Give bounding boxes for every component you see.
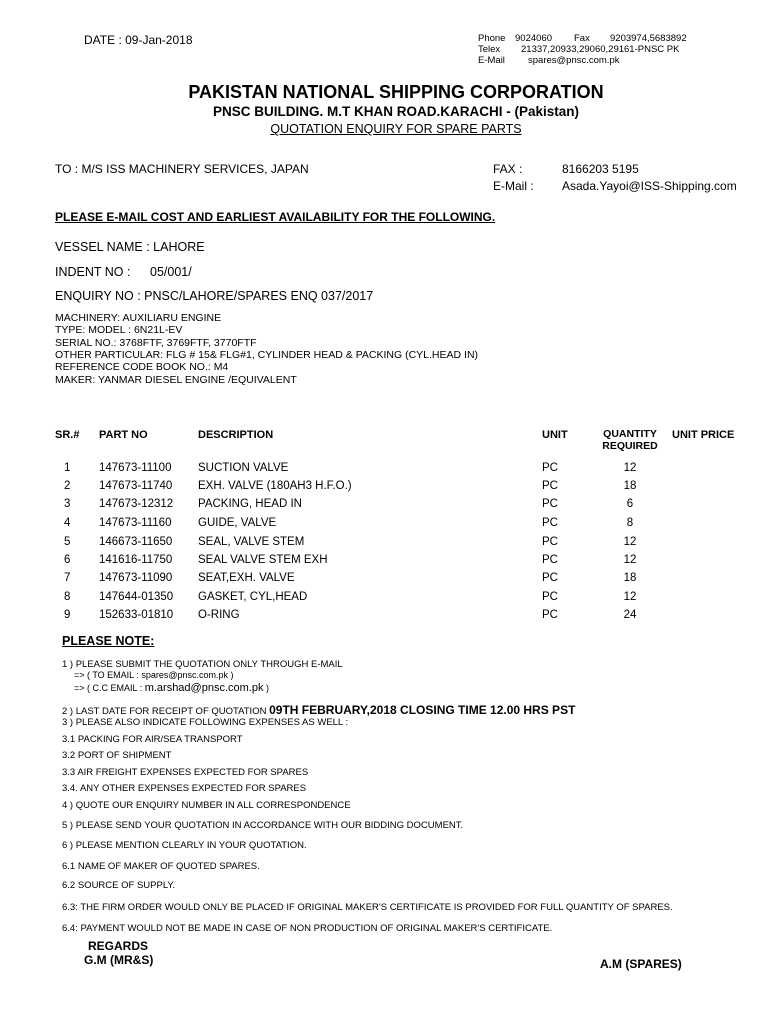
table-row [0, 554, 768, 572]
note-6-4: 6.4: PAYMENT WOULD NOT BE MADE IN CASE OF NON PRODUCTION OF ORIGINAL MAKER'S CERTIFICATE. [62, 923, 553, 934]
note-3: 3 ) PLEASE ALSO INDICATE FOLLOWING EXPENSES AS WELL : [62, 717, 349, 728]
machinery-line: REFERENCE CODE BOOK NO.: M4 [55, 361, 229, 373]
cell-unit: PC [542, 609, 558, 621]
cell-unit: PC [542, 462, 558, 474]
cell-unit: PC [542, 480, 558, 492]
notes-heading: PLEASE NOTE: [62, 634, 155, 648]
table-row [0, 498, 768, 516]
cell-unit: PC [542, 517, 558, 529]
document-date: DATE : 09-Jan-2018 [84, 33, 193, 47]
cell-quantity: 12 [623, 462, 637, 474]
table-row [0, 591, 768, 609]
cell-part-no: 147644-01350 [99, 591, 174, 603]
signoff-am: A.M (SPARES) [600, 957, 682, 971]
cell-sr: 3 [64, 498, 71, 510]
note-1b-suffix: ) [263, 683, 269, 693]
company-name: PAKISTAN NATIONAL SHIPPING CORPORATION [188, 82, 604, 102]
col-header-unit: UNIT [542, 429, 568, 441]
cell-description: SEAT,EXH. VALVE [198, 572, 295, 584]
note-1b-email[interactable]: m.arshad@pnsc.com.pk [144, 682, 264, 694]
note-1: 1 ) PLEASE SUBMIT THE QUOTATION ONLY THROUGH E-MAIL [62, 659, 343, 670]
note-3-1: 3.1 PACKING FOR AIR/SEA TRANSPORT [62, 734, 243, 745]
cell-quantity: 24 [623, 609, 637, 621]
signoff-regards: REGARDS [88, 939, 149, 953]
indent-value: 05/001/ [150, 265, 192, 279]
cell-sr: 8 [64, 591, 71, 603]
cell-sr: 2 [64, 480, 71, 492]
signoff-gm: G.M (MR&S) [84, 953, 154, 967]
telex-label: Telex [478, 44, 501, 55]
fax-label: Fax [574, 33, 590, 44]
note-1b [74, 682, 269, 694]
cell-unit: PC [542, 591, 558, 603]
enquiry-number: ENQUIRY NO : PNSC/LAHORE/SPARES ENQ 037/2017 [55, 289, 374, 303]
col-header-required: REQUIRED [602, 440, 658, 452]
cell-sr: 9 [64, 609, 71, 621]
cell-sr: 4 [64, 517, 71, 529]
note-3-2: 3.2 PORT OF SHIPMENT [62, 750, 172, 761]
recipient-fax-label: FAX : [493, 162, 523, 176]
cell-sr: 7 [64, 572, 71, 584]
cell-description: SEAL VALVE STEM EXH [198, 554, 328, 566]
email-value[interactable]: spares@pnsc.com.pk [528, 55, 620, 66]
col-header-description: DESCRIPTION [198, 429, 274, 441]
note-1a-suffix: ) [228, 670, 234, 680]
cell-description: GASKET, CYL,HEAD [198, 591, 308, 603]
cell-part-no: 141616-11750 [99, 554, 173, 566]
machinery-line: OTHER PARTICULAR: FLG # 15& FLG#1, CYLINDER HEAD & PACKING (CYL.HEAD IN) [55, 349, 479, 361]
note-1a-prefix: => ( TO EMAIL : [74, 670, 142, 680]
vessel-name: VESSEL NAME : LAHORE [55, 240, 205, 254]
cell-part-no: 147673-11740 [99, 480, 173, 492]
fax-value: 9203974,5683892 [610, 33, 687, 44]
cell-part-no: 147673-12312 [99, 498, 174, 510]
note-6-2: 6.2 SOURCE OF SUPPLY. [62, 880, 176, 891]
col-header-sr: SR.# [55, 429, 80, 441]
note-2-deadline: 09TH FEBRUARY,2018 CLOSING TIME 12.00 HRS PST [269, 703, 576, 717]
note-5: 5 ) PLEASE SEND YOUR QUOTATION IN ACCORDANCE WITH OUR BIDDING DOCUMENT. [62, 820, 464, 831]
cell-sr: 6 [64, 554, 71, 566]
machinery-line: MAKER: YANMAR DIESEL ENGINE /EQUIVALENT [55, 374, 297, 386]
machinery-line: TYPE: MODEL : 6N21L-EV [55, 324, 183, 336]
note-1a-email[interactable]: spares@pnsc.com.pk [141, 670, 229, 680]
company-address: PNSC BUILDING. M.T KHAN ROAD.KARACHI - (Pakistan) [212, 104, 579, 119]
phone-label: Phone [478, 33, 506, 44]
cell-quantity: 18 [623, 480, 637, 492]
cell-sr: 5 [64, 536, 71, 548]
phone-value: 9024060 [515, 33, 552, 44]
cell-part-no: 146673-11650 [99, 536, 173, 548]
cell-description: GUIDE, VALVE [198, 517, 277, 529]
cell-part-no: 152633-01810 [99, 609, 174, 621]
cell-quantity: 12 [623, 536, 637, 548]
cell-unit: PC [542, 536, 558, 548]
cell-unit: PC [542, 572, 558, 584]
cell-unit: PC [542, 498, 558, 510]
note-3-4: 3.4. ANY OTHER EXPENSES EXPECTED FOR SPARES [62, 783, 307, 794]
note-6: 6 ) PLEASE MENTION CLEARLY IN YOUR QUOTATION. [62, 840, 307, 851]
note-3-3: 3.3 AIR FREIGHT EXPENSES EXPECTED FOR SPARES [62, 767, 309, 778]
note-1b-prefix: => ( C.C EMAIL : [74, 683, 145, 693]
cell-description: SUCTION VALVE [198, 462, 289, 474]
table-row [0, 572, 768, 590]
recipient-email-value[interactable]: Asada.Yayoi@ISS-Shipping.com [562, 179, 737, 193]
cell-quantity: 6 [626, 498, 634, 510]
note-2-text: 2 ) LAST DATE FOR RECEIPT OF QUOTATION [62, 706, 270, 717]
cell-description: EXH. VALVE (180AH3 H.F.O.) [198, 480, 352, 492]
indent-label: INDENT NO : [55, 265, 131, 279]
recipient-to: TO : M/S ISS MACHINERY SERVICES, JAPAN [55, 162, 309, 176]
cell-sr: 1 [64, 462, 71, 474]
recipient-fax-value: 8166203 5195 [562, 162, 639, 176]
table-row [0, 536, 768, 554]
col-header-part-no: PART NO [99, 429, 148, 441]
table-row [0, 517, 768, 535]
email-label: E-Mail [478, 55, 505, 66]
recipient-email-label: E-Mail : [493, 179, 534, 193]
cell-description: O-RING [198, 609, 240, 621]
table-row [0, 609, 768, 627]
note-6-3: 6.3: THE FIRM ORDER WOULD ONLY BE PLACED IF ORIGINAL MAKER'S CERTIFICATE IS PROVIDED FOR FULL QUANTITY OF SPARES. [62, 902, 673, 913]
cell-description: SEAL, VALVE STEM [198, 536, 305, 548]
machinery-line: SERIAL NO.: 3768FTF, 3769FTF, 3770FTF [55, 337, 257, 349]
cell-part-no: 147673-11100 [99, 462, 172, 474]
note-6-1: 6.1 NAME OF MAKER OF QUOTED SPARES. [62, 861, 260, 872]
table-row [0, 462, 768, 480]
table-row [0, 480, 768, 498]
note-4: 4 ) QUOTE OUR ENQUIRY NUMBER IN ALL CORRESPONDENCE [62, 800, 351, 811]
cell-quantity: 18 [623, 572, 637, 584]
note-1a [74, 670, 234, 680]
col-header-unit-price: UNIT PRICE [672, 429, 735, 441]
request-heading: PLEASE E-MAIL COST AND EARLIEST AVAILABILITY FOR THE FOLLOWING. [55, 210, 496, 224]
cell-quantity: 12 [623, 554, 637, 566]
cell-part-no: 147673-11090 [99, 572, 173, 584]
col-header-quantity: QUANTITY [603, 428, 657, 440]
machinery-line: MACHINERY: AUXILIARU ENGINE [55, 312, 222, 324]
cell-part-no: 147673-11160 [99, 517, 172, 529]
document-type-title: QUOTATION ENQUIRY FOR SPARE PARTS [270, 122, 522, 136]
telex-value: 21337,20933,29060,29161-PNSC PK [521, 44, 680, 55]
cell-quantity: 12 [623, 591, 637, 603]
cell-unit: PC [542, 554, 558, 566]
cell-description: PACKING, HEAD IN [198, 498, 302, 510]
cell-quantity: 8 [626, 517, 634, 529]
